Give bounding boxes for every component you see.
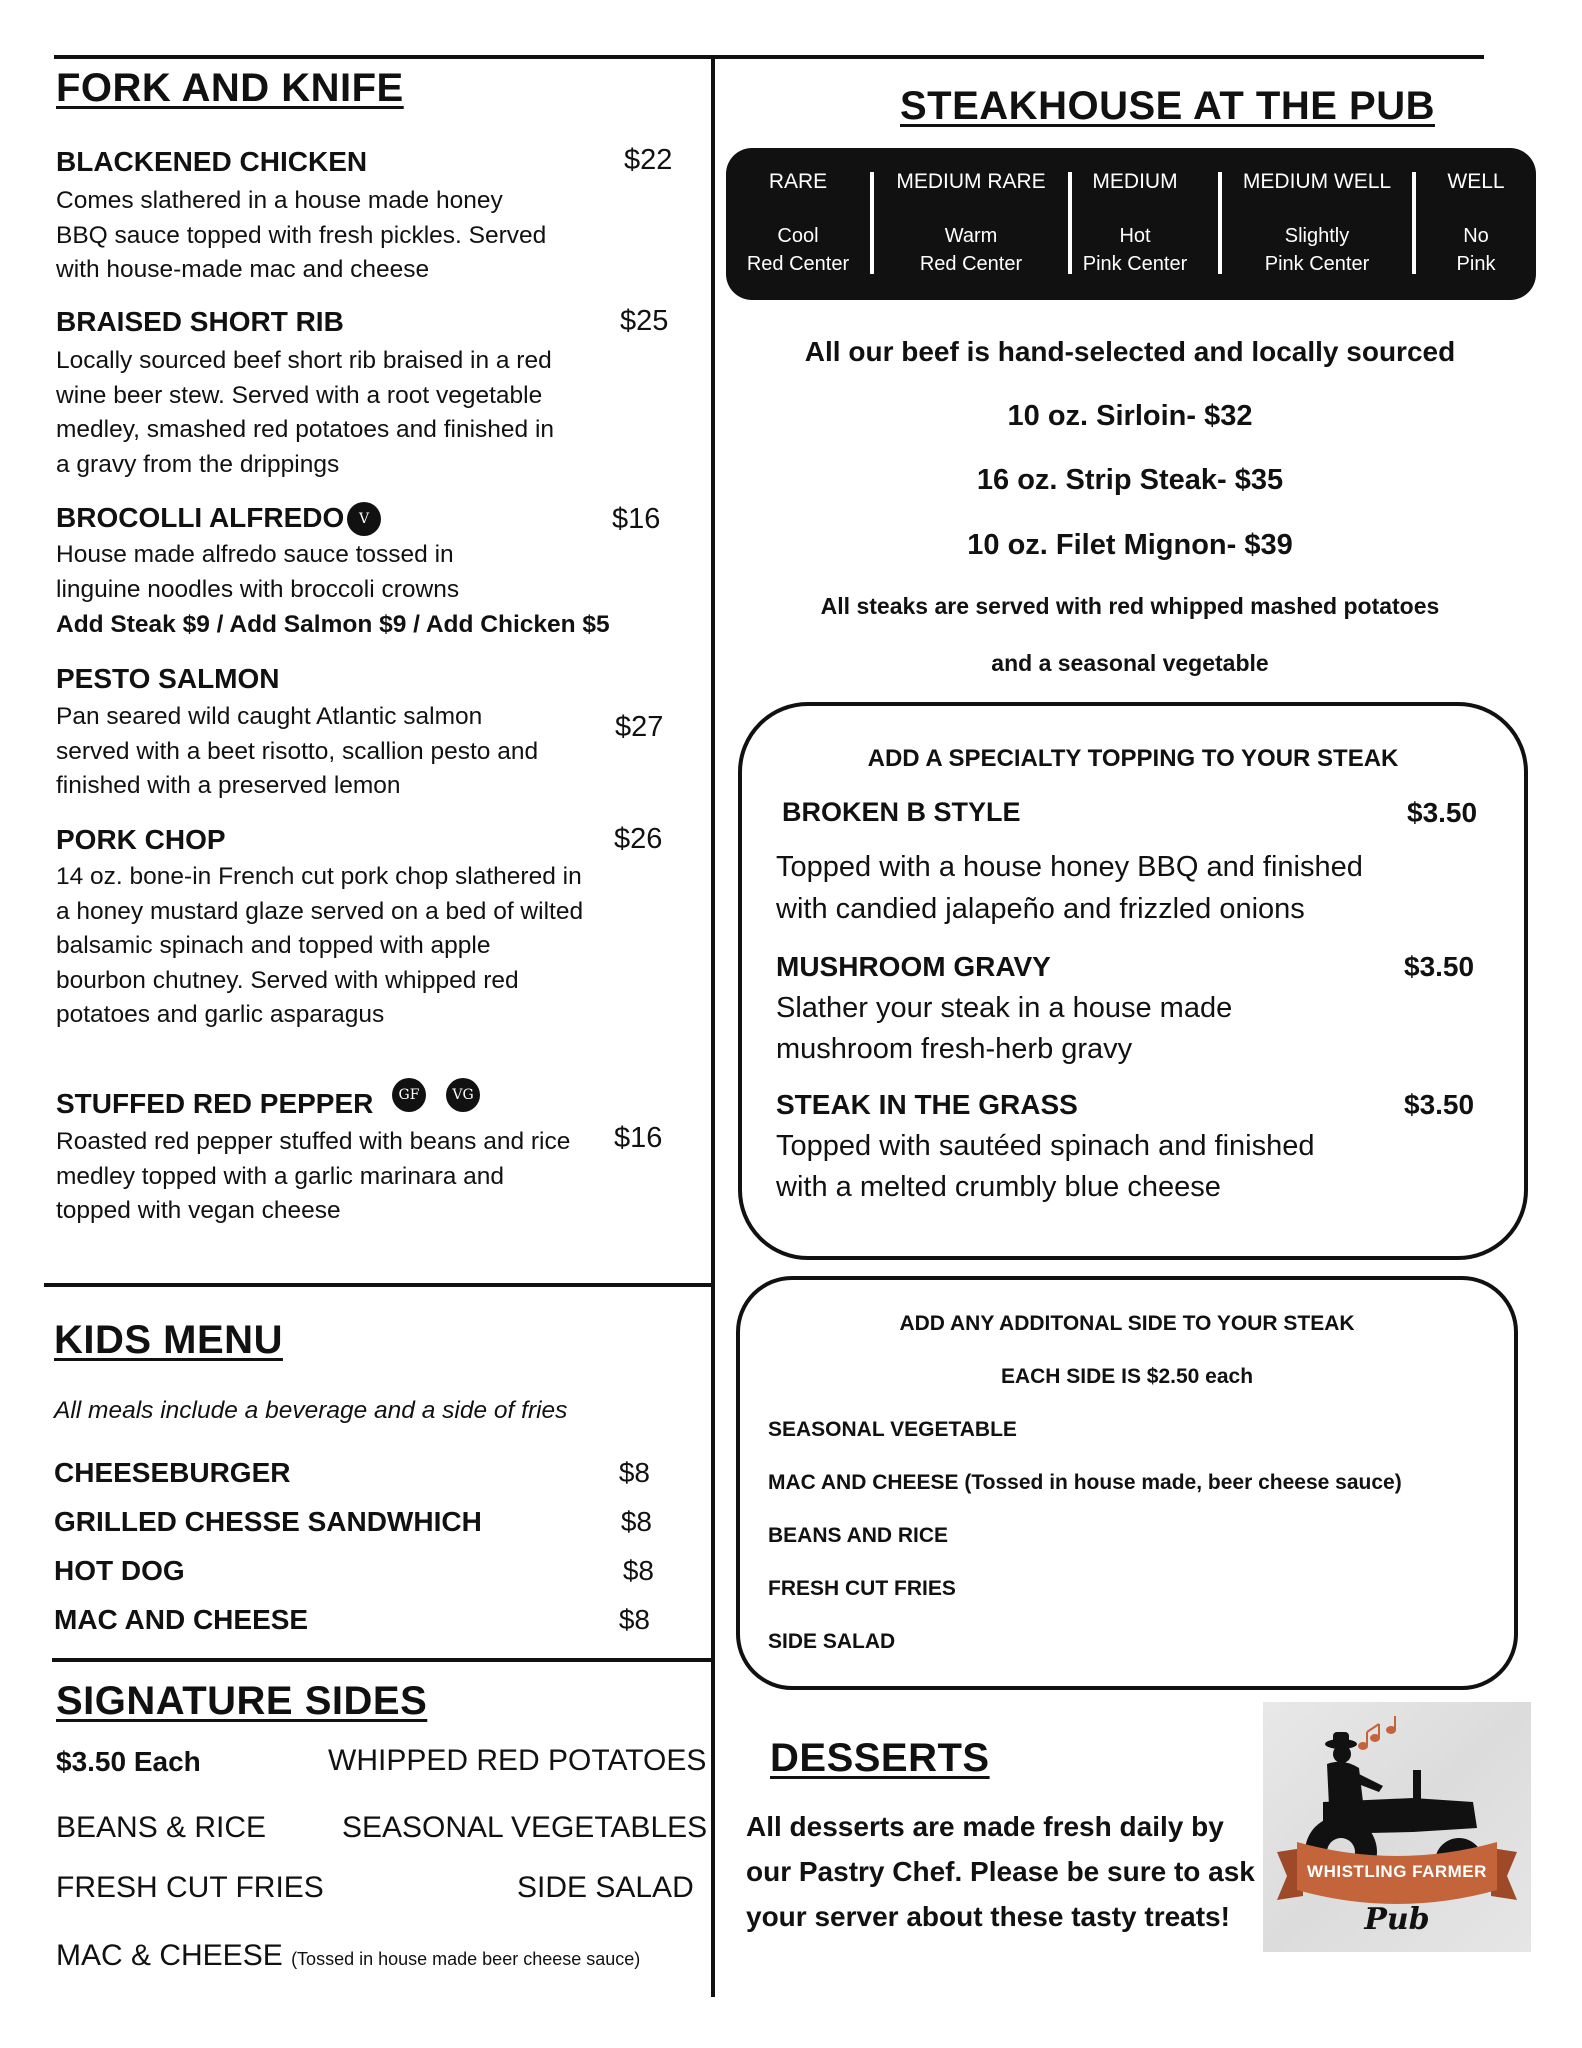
kids-item-price: $8	[620, 1506, 652, 1537]
kids-item-name: HOT DOG	[54, 1555, 185, 1586]
doneness-desc-line1: Slightly	[1284, 225, 1350, 247]
item-price-brocolli-alfredo: $16	[612, 503, 661, 535]
topping-name: STEAK IN THE GRASS	[776, 1089, 1078, 1120]
additional-sides-heading: ADD ANY ADDITONAL SIDE TO YOUR STEAK	[899, 1312, 1355, 1335]
steak-filet: 10 oz. Filet Mignon- $39	[967, 529, 1293, 561]
doneness-desc	[1416, 222, 1536, 278]
topping-desc-line1: Slather your steak in a house made	[776, 992, 1233, 1024]
side-seasonal-vegetables: SEASONAL VEGETABLES	[342, 1811, 708, 1844]
item-name-stuffed-red-pepper: STUFFED RED PEPPER	[56, 1088, 374, 1119]
doneness-desc-line1: Hot	[1119, 225, 1151, 247]
item-price-pesto-salmon: $27	[615, 711, 664, 743]
doneness-well	[1416, 148, 1536, 300]
item-name-brocolli-alfredo: BROCOLLI ALFREDO	[56, 502, 345, 533]
kids-item-name: CHEESEBURGER	[54, 1457, 291, 1488]
whistling-farmer-logo	[1263, 1702, 1531, 1952]
desserts-heading: DESSERTS	[770, 1736, 990, 1780]
doneness-medium-well	[1222, 148, 1412, 300]
kids-menu-note: All meals include a beverage and a side of fries	[54, 1397, 568, 1424]
doneness-desc-line1: Warm	[944, 225, 998, 247]
doneness-desc-line2: Pink Center	[1082, 253, 1188, 275]
side-mac-cheese-label: MAC & CHEESE	[56, 1939, 283, 1972]
item-name-pork-chop: PORK CHOP	[56, 824, 226, 855]
sides-price: $3.50 Each	[56, 1746, 201, 1777]
additional-sides-price: EACH SIDE IS $2.50 each	[1000, 1365, 1254, 1388]
vegan-badge: VG	[446, 1078, 480, 1112]
desserts-line2: our Pastry Chef. Please be sure to ask	[746, 1856, 1255, 1887]
doneness-desc-line2: Pink Center	[1264, 253, 1370, 275]
item-desc-braised-short-rib: Locally sourced beef short rib braised in a red wine beer stew. Served with a root vegetable medley, smashed red potatoes and finished in a gravy from the drippings	[56, 347, 555, 478]
doneness-desc	[1222, 222, 1412, 278]
item-desc-brocolli-alfredo: House made alfredo sauce tossed in linguine noodles with broccoli crowns	[56, 541, 460, 603]
topping-desc-line1: Topped with a house honey BBQ and finished	[776, 851, 1363, 883]
beef-note: All our beef is hand-selected and locally sourced	[804, 336, 1456, 367]
topping-desc-line2: with candied jalapeño and frizzled onions	[776, 893, 1305, 925]
doneness-label: MEDIUM WELL	[1242, 170, 1392, 193]
doneness-desc-line2: Red Center	[919, 253, 1023, 275]
side-mac-cheese	[56, 1939, 640, 1973]
item-desc-pesto-salmon: Pan seared wild caught Atlantic salmon served with a beet risotto, scallion pesto and finished with a preserved lemon	[56, 703, 539, 799]
doneness-desc-line2: Red Center	[746, 253, 850, 275]
topping-desc-line2: with a melted crumbly blue cheese	[776, 1171, 1221, 1203]
item-price-stuffed-red-pepper: $16	[614, 1122, 663, 1154]
toppings-heading: ADD A SPECIALTY TOPPING TO YOUR STEAK	[867, 745, 1399, 772]
topping-price: $3.50	[1404, 1089, 1475, 1120]
additional-side-item: FRESH CUT FRIES	[768, 1577, 956, 1600]
topping-desc-line2: mushroom fresh-herb gravy	[776, 1033, 1133, 1065]
doneness-label: RARE	[768, 170, 828, 193]
sides-top-rule	[52, 1658, 713, 1662]
steak-sirloin: 10 oz. Sirloin- $32	[1007, 400, 1253, 432]
kids-menu-heading: KIDS MENU	[54, 1318, 283, 1362]
additional-side-item: MAC AND CHEESE (Tossed in house made, beer cheese sauce)	[768, 1471, 1402, 1494]
kids-item	[54, 1604, 654, 1636]
kids-item	[54, 1457, 654, 1489]
steaks-served-with-line2: and a seasonal vegetable	[991, 650, 1269, 676]
gluten-free-badge: GF	[392, 1078, 426, 1112]
doneness-label: WELL	[1447, 170, 1505, 193]
doneness-medium	[1072, 148, 1198, 300]
side-whipped-red-potatoes: WHIPPED RED POTATOES	[328, 1744, 707, 1777]
kids-top-rule	[44, 1283, 713, 1287]
item-price-braised-short-rib: $25	[620, 305, 669, 337]
topping-price: $3.50	[1407, 797, 1478, 828]
side-mac-cheese-note: (Tossed in house made beer cheese sauce)	[291, 1949, 641, 1969]
steak-strip: 16 oz. Strip Steak- $35	[976, 464, 1284, 496]
doneness-desc-line2: Pink	[1456, 253, 1496, 275]
kids-item	[54, 1555, 654, 1587]
doneness-desc-line1: Cool	[777, 225, 819, 247]
kids-item-name: GRILLED CHESSE SANDWHICH	[54, 1506, 482, 1537]
kids-item-price: $8	[618, 1457, 650, 1488]
additional-side-item: SEASONAL VEGETABLE	[768, 1418, 1017, 1441]
top-rule	[54, 55, 1484, 59]
doneness-chart	[726, 148, 1536, 300]
side-fresh-cut-fries: FRESH CUT FRIES	[56, 1871, 324, 1904]
fork-knife-heading: FORK AND KNIFE	[56, 66, 404, 110]
doneness-desc	[1072, 222, 1198, 278]
item-desc-stuffed-red-pepper: Roasted red pepper stuffed with beans and rice medley topped with a garlic marinara and topped with vegan cheese	[56, 1128, 571, 1224]
item-price-pork-chop: $26	[614, 823, 663, 855]
item-price-blackened-chicken: $22	[624, 144, 673, 176]
item-name-blackened-chicken: BLACKENED CHICKEN	[56, 146, 368, 177]
logo-text-pub: Pub	[1364, 1902, 1430, 1937]
topping-name: MUSHROOM GRAVY	[776, 951, 1051, 982]
doneness-desc	[726, 222, 870, 278]
item-desc-blackened-chicken: Comes slathered in a house made honey BBQ sauce topped with fresh pickles. Served with house-made mac and cheese	[56, 187, 547, 283]
column-divider	[711, 57, 715, 1997]
additional-side-item: SIDE SALAD	[768, 1630, 896, 1653]
doneness-label: MEDIUM	[1092, 170, 1178, 193]
item-name-pesto-salmon: PESTO SALMON	[56, 663, 280, 694]
doneness-medium-rare	[874, 148, 1068, 300]
kids-item-price: $8	[622, 1555, 654, 1586]
logo-text-whistling-farmer: WHISTLING FARMER	[1307, 1862, 1487, 1881]
topping-name: BROKEN B STYLE	[782, 797, 1021, 827]
desserts-line1: All desserts are made fresh daily by	[746, 1811, 1224, 1842]
steaks-served-with-line1: All steaks are served with red whipped mashed potatoes	[820, 593, 1440, 619]
item-desc-pork-chop: 14 oz. bone-in French cut pork chop slathered in a honey mustard glaze served on a bed of wilted balsamic spinach and topped with apple bourbon chutney. Served with whipped red potatoes and garlic asparagus	[56, 863, 584, 1028]
kids-item	[54, 1506, 654, 1538]
doneness-desc	[874, 222, 1068, 278]
doneness-rare	[726, 148, 870, 300]
brocolli-alfredo-addons: Add Steak $9 / Add Salmon $9 / Add Chicken $5	[56, 611, 610, 638]
side-beans-rice: BEANS & RICE	[56, 1811, 267, 1844]
doneness-label: MEDIUM RARE	[896, 170, 1046, 193]
kids-item-price: $8	[618, 1604, 650, 1635]
kids-item-name: MAC AND CHEESE	[54, 1604, 309, 1635]
topping-price: $3.50	[1404, 951, 1475, 982]
doneness-desc-line1: No	[1463, 225, 1489, 247]
side-side-salad: SIDE SALAD	[517, 1871, 694, 1904]
steakhouse-heading: STEAKHOUSE AT THE PUB	[900, 84, 1435, 128]
topping-desc-line1: Topped with sautéed spinach and finished	[776, 1130, 1315, 1162]
additional-side-item: BEANS AND RICE	[768, 1524, 949, 1547]
desserts-line3: your server about these tasty treats!	[746, 1901, 1230, 1932]
item-name-braised-short-rib: BRAISED SHORT RIB	[56, 306, 344, 337]
signature-sides-heading: SIGNATURE SIDES	[56, 1679, 428, 1723]
vegetarian-badge: V	[347, 502, 381, 536]
